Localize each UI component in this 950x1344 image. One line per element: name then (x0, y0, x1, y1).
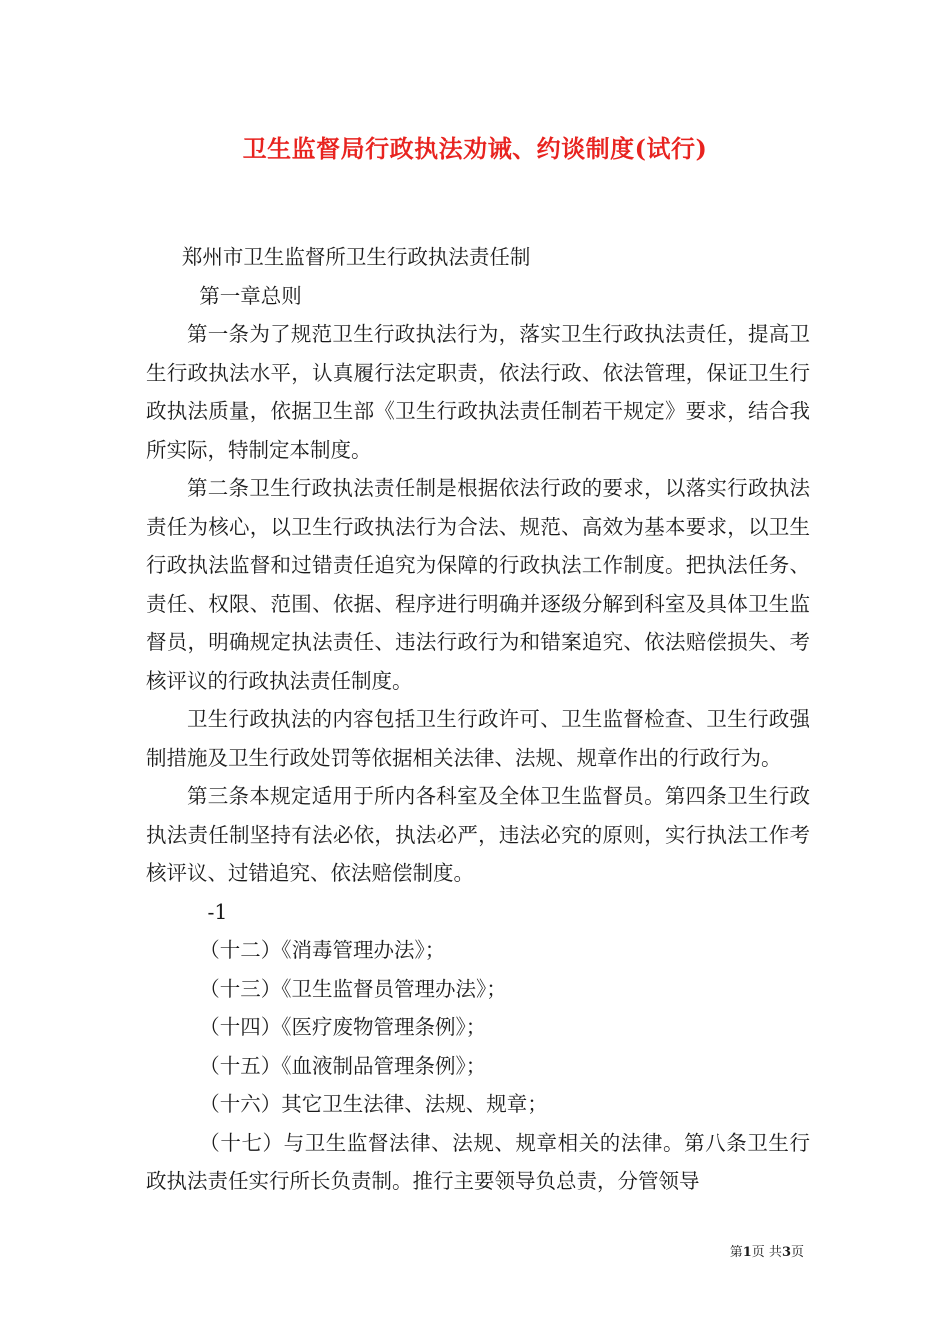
list-item: （十六）其它卫生法律、法规、规章； (199, 1092, 548, 1116)
footer-middle: 页 共 (751, 1245, 782, 1260)
chapter-heading: 第一章总则 (199, 283, 302, 308)
list-item: （十七）与卫生监督法律、法规、规章相关的法律。第八条卫生行政执法责任实行所长负责制。推行主要领导负总责，分管领导 (146, 1130, 810, 1193)
article-paragraph: 第一条为了规范卫生行政执法行为，落实卫生行政执法责任，提高卫生行政执法水平，认真履行法定职责，依法行政、依法管理，保证卫生行政执法质量，依据卫生部《卫生行政执法责任制若干规定》要求，结合我所实际，特制定本制度。 (146, 322, 810, 462)
footer-total-pages: 3 (781, 1245, 791, 1260)
page-footer (730, 1244, 804, 1262)
article-paragraph: 卫生行政执法的内容包括卫生行政许可、卫生监督检查、卫生行政强制措施及卫生行政处罚等依据相关法律、法规、规章作出的行政行为。 (146, 707, 810, 770)
document-body (146, 238, 810, 1201)
organization-heading: 郑州市卫生监督所卫生行政执法责任制 (181, 245, 531, 269)
list-item: （十三）《卫生监督员管理办法》； (199, 976, 507, 1001)
document-title: 卫生监督局行政执法劝诫、约谈制度(试行) (242, 134, 708, 163)
page-marker: -1 (207, 899, 228, 924)
article-paragraph: 第三条本规定适用于所内各科室及全体卫生监督员。第四条卫生行政执法责任制坚持有法必依，执法必严，违法必究的原则，实行执法工作考核评议、过错追究、依法赔偿制度。 (146, 784, 810, 885)
footer-prefix: 第 (729, 1245, 743, 1260)
list-item: （十五）《血液制品管理条例》； (199, 1053, 487, 1078)
footer-current-page: 1 (742, 1245, 752, 1260)
list-item: （十二）《消毒管理办法》； (199, 938, 446, 962)
list-item: （十四）《医疗废物管理条例》； (199, 1015, 487, 1039)
article-paragraph: 第二条卫生行政执法责任制是根据依法行政的要求，以落实行政执法责任为核心，以卫生行政执法行为合法、规范、高效为基本要求，以卫生行政执法监督和过错责任追究为保障的行政执法工作制度。把执法任务、责任、权限、范围、依据、程序进行明确并逐级分解到科室及具体卫生监督员，明确规定执法责任、违法行政行为和错案追究、依法赔偿损失、考核评议的行政执法责任制度。 (146, 476, 810, 693)
footer-suffix: 页 (790, 1245, 804, 1260)
